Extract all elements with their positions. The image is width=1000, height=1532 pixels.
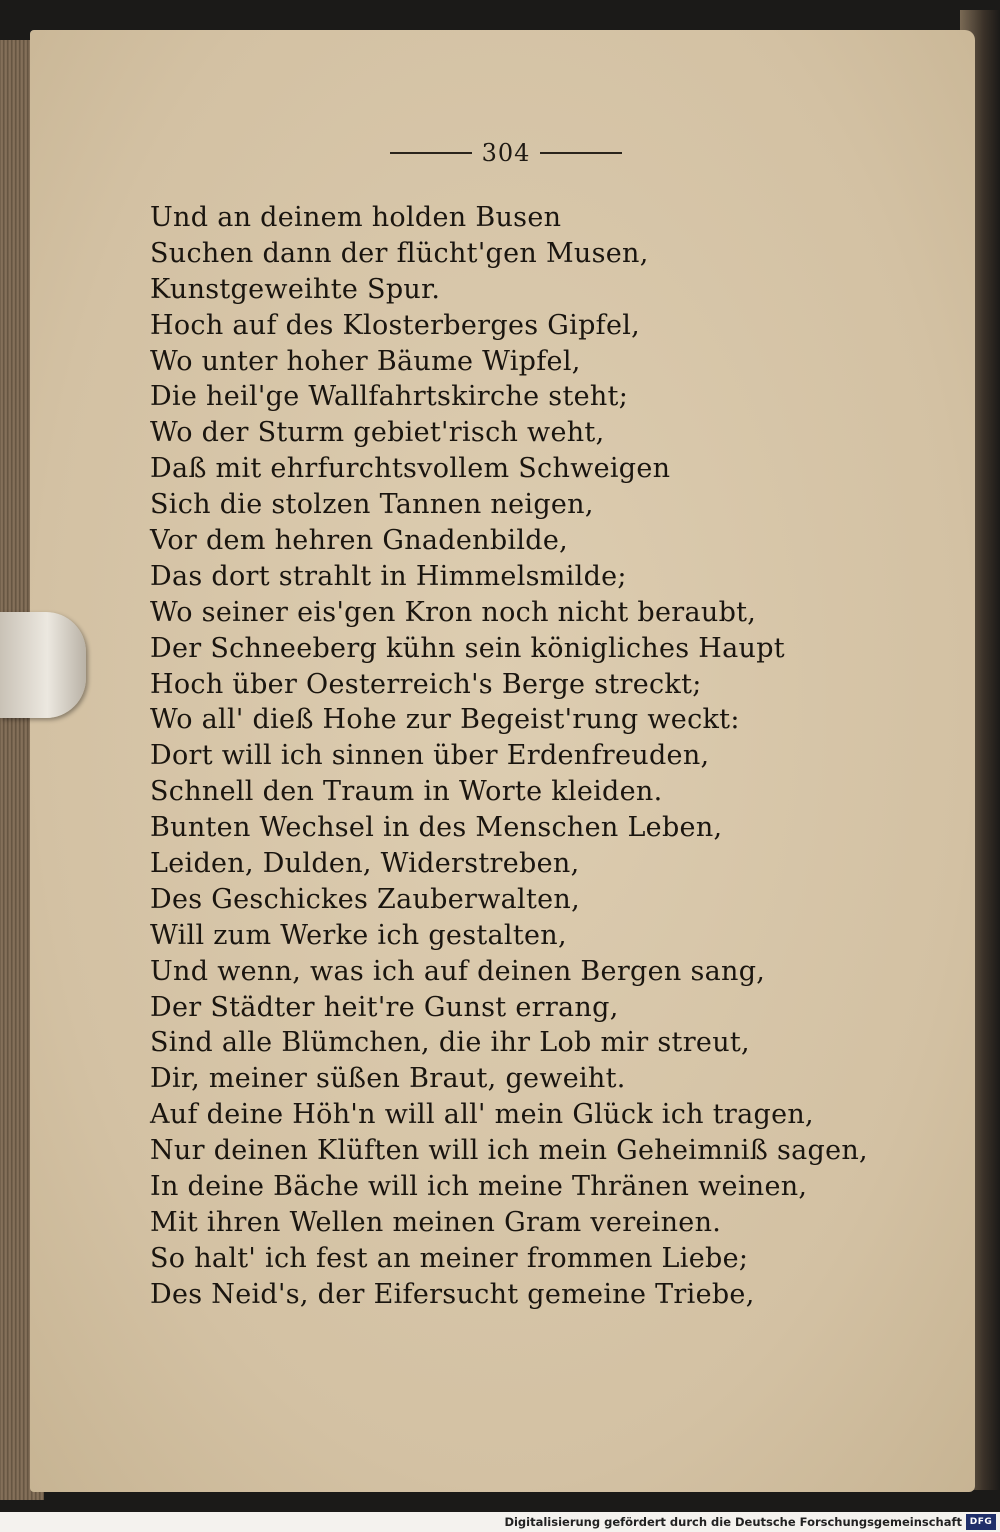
- poem-line: Der Städter heit're Gunst errang,: [150, 991, 619, 1023]
- poem-line: Des Geschickes Zauberwalten,: [150, 883, 580, 915]
- header-rule-left: [390, 152, 472, 154]
- poem-line: Dir, meiner süßen Braut, geweiht.: [150, 1063, 626, 1095]
- poem-line: Dort will ich sinnen über Erdenfreuden,: [150, 740, 710, 772]
- dfg-logo-icon: DFG: [966, 1514, 996, 1530]
- poem-line: Sich die stolzen Tannen neigen,: [150, 489, 594, 521]
- poem-line: Des Neid's, der Eifersucht gemeine Triebe,: [150, 1278, 755, 1310]
- poem-line: Bunten Wechsel in des Menschen Leben,: [150, 812, 723, 844]
- poem-line: In deine Bäche will ich meine Thränen weinen,: [150, 1171, 808, 1203]
- digitization-credit: Digitalisierung gefördert durch die Deutsche Forschungsgemeinschaft: [504, 1515, 962, 1529]
- page-header: [388, 135, 624, 171]
- poem-line: Und wenn, was ich auf deinen Bergen sang,: [150, 955, 766, 987]
- poem-line: Schnell den Traum in Worte kleiden.: [150, 776, 663, 808]
- poem-line: Die heil'ge Wallfahrtskirche steht;: [150, 381, 629, 413]
- poem-line: Wo der Sturm gebiet'risch weht,: [150, 417, 605, 449]
- page-number: 304: [481, 139, 531, 167]
- poem-line: Hoch über Oesterreich's Berge streckt;: [150, 668, 702, 700]
- poem-line: Und an deinem holden Busen: [150, 202, 562, 233]
- poem-line: Vor dem hehren Gnadenbilde,: [150, 525, 569, 557]
- poem-line: Will zum Werke ich gestalten,: [150, 919, 567, 951]
- poem-line: Mit ihren Wellen meinen Gram vereinen.: [150, 1206, 722, 1238]
- poem-line: Wo seiner eis'gen Kron noch nicht beraubt,: [150, 596, 757, 628]
- poem-line: Kunstgeweihte Spur.: [150, 273, 441, 305]
- poem-line: Wo unter hoher Bäume Wipfel,: [150, 345, 581, 377]
- bookmark-clip: [0, 612, 86, 718]
- header-rule-right: [540, 152, 622, 154]
- poem-line: Wo all' dieß Hohe zur Begeist'rung weckt:: [150, 704, 740, 736]
- poem-line: Auf deine Höh'n will all' mein Glück ich tragen,: [150, 1099, 814, 1131]
- poem-line: Daß mit ehrfurchtsvollem Schweigen: [150, 453, 671, 485]
- poem-line: Der Schneeberg kühn sein königliches Haupt: [150, 632, 785, 664]
- poem-line: Sind alle Blümchen, die ihr Lob mir streut,: [150, 1027, 750, 1059]
- poem-line: Suchen dann der flücht'gen Musen,: [150, 237, 649, 269]
- poem-text: [150, 200, 868, 1313]
- poem-line: Nur deinen Klüften will ich mein Geheimniß sagen,: [150, 1135, 868, 1167]
- poem-line: Das dort strahlt in Himmelsmilde;: [150, 560, 627, 592]
- poem-line: So halt' ich fest an meiner frommen Liebe;: [150, 1242, 749, 1274]
- poem-line: Hoch auf des Klosterberges Gipfel,: [150, 309, 641, 341]
- poem-line: Leiden, Dulden, Widerstreben,: [150, 848, 580, 880]
